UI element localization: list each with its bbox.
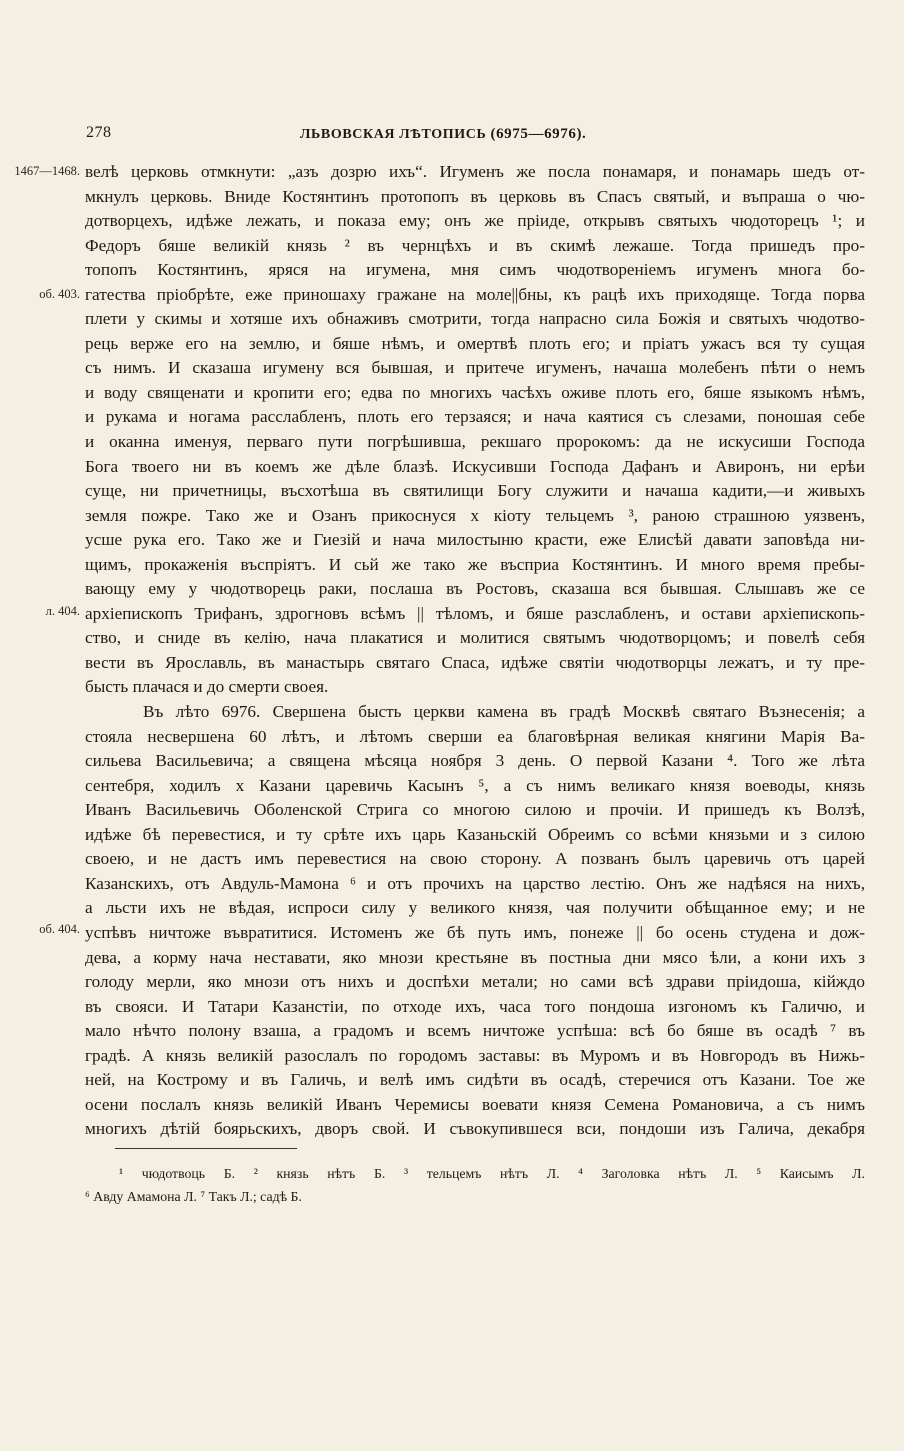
margin-note-years: 1467—1468. [14,164,80,178]
text-line: стояла несвершена 60 лѣтъ, и лѣтомъ сверши еа благовѣрная великая княгини Марія Ва- [85,726,865,746]
text-line: и оканна именуя, перваго пути погрѣшивша, рекшаго пророкомъ: да не искусиши Господа [85,432,865,452]
text-line: сентебря, ходилъ х Казани царевичь Касынъ ⁵, а съ нимъ великаго князя воеводы, князь [85,775,865,795]
page-number: 278 [86,124,112,141]
text-line: плети у скимы и хотяше ихъ обнаживъ смотрити, тогда напрасно сила Божія и святыхъ чюдотво- [85,309,865,329]
text-line: голоду мерли, яко мнози отъ нихъ и доспѣхи метали; но сами всѣ здрави пріидоша, кійждо [85,972,865,992]
text-line: сильева Васильевича; а священа мѣсяца ноября 3 день. О первой Казани ⁴. Того же лѣта [85,751,865,771]
footnote-line: ¹ чюдотвоць Б. ² князь нѣтъ Б. ³ тельцемъ нѣтъ Л. ⁴ Заголовка нѣтъ Л. ⁵ Каисымъ Л. [119,1166,865,1181]
text-line: дева, а корму нача неставати, яко мнози крестьяне въ постныа дни мясо ѣли, а кони ихъ з [85,947,865,967]
text-line: успѣвъ ничтоже въвратитися. Истоменъ же бѣ путь имъ, понеже || бо осень студена и дож- [85,922,865,942]
text-line: топопъ Костянтинъ, яряся на игумена, мня симъ чюдотвореніемъ игуменъ многа бо- [85,260,865,280]
margin-note-folio: об. 404. [39,922,80,936]
footnotes [85,1162,865,1208]
running-title-text: ЛЬВОВСКАЯ ЛѢТОПИСЬ [300,127,487,142]
text-line: вести въ Ярославль, въ манастырь святаго Спаса, идѣже святіи чюдотворцы лежатъ, и ту пре- [85,652,865,672]
text-line: архіепископъ Трифанъ, здрогновъ всѣмъ || тѣломъ, и бяше разслабленъ, и остави архіепископь- [85,603,865,623]
text-line: а льсти ихъ не вѣдая, испроси силу у великого князя, чая получити обѣщанное ему; и не [85,898,865,918]
text-line: осени послалъ князь великій Иванъ Черемисы воевати князя Семена Романовича, а съ нимъ [85,1094,865,1114]
text-line: и рукама и ногама расслабленъ, плоть его терзаяся; и нача каятися съ слезами, поношая себе [85,407,865,427]
running-title [300,126,586,143]
footnote-divider [115,1148,297,1149]
text-line: мкнулъ церковь. Вниде Костянтинъ протопопъ въ церковь въ Спасъ святый, и въпраша о чю- [85,186,865,206]
text-line: своею, и не дастъ имъ перевестися на свою сторону. А позванъ былъ царевичь отъ царей [85,849,865,869]
text-line: Федоръ бяше великій князь ² въ чернцѣхъ и въ скимѣ лежаше. Тогда пришедъ про- [85,235,865,255]
text-line: усше рука его. Тако же и Гиезій и нача милостыню красти, еже Елисѣй давати заповѣда ни- [85,530,865,550]
text-line: съ нимъ. И сказаша игумену вся бывшая, и притече игуменъ, начаша молебенъ пѣти о немъ [85,358,865,378]
text-line: Казанскихъ, отъ Авдуль-Мамона ⁶ и отъ прочихъ на царство лестію. Онъ же надѣяся на нихъ, [85,873,865,893]
text-line: вающу ему у чюдотворець раки, послаша въ Ростовъ, сказаша вся бывшая. Слышавъ же се [85,579,865,599]
text-line: Бога твоего ни въ коемъ же дѣле блазѣ. Искусивши Господа Дафанъ и Авиронъ, ни ерѣи [85,456,865,476]
text-line: бысть плачася и до смерти своея. [85,677,329,697]
page-header [0,124,904,152]
text-line: земля пожре. Тако же и Озанъ прикоснуся х кіоту тельцемъ ³, раною страшною уязвенъ, [85,505,865,525]
running-title-years: (6975—6976). [490,126,587,142]
text-line: идѣже бѣ перевестися, и ту срѣте ихъ царь Казаньскій Обреимъ со всѣми князьми и з силою [85,824,865,844]
margin-note-folio: об. 403. [39,287,80,301]
text-line: мало нѣчто полону взаша, а градомъ и всемъ ничтоже успѣша: всѣ бо бяше въ осадѣ ⁷ въ [85,1021,865,1041]
text-line: и воду священати и кропити его; едва по многихъ часѣхъ оживе плоть его, бяше языкомъ нѣмъ, [85,382,865,402]
text-line: рець верже его на землю, и бяше нѣмъ, и омертвѣ плоть его; и пріатъ ужасъ вся ту сущая [85,333,865,353]
text-line: дотворцехъ, идѣже лежать, и показа ему; онъ же пріиде, открывъ святыхъ чюдоторецъ ¹; и [85,211,865,231]
text-line: велѣ церковь отмкнути: „азъ дозрю ихъ“. Игуменъ же посла понамаря, и понамарь шедъ от- [85,162,865,181]
margin-note-folio: л. 404. [45,604,80,618]
text-line: ство, и сниде въ келію, нача плакатися и молитися святымъ чюдотворцомъ; и повелѣ себя [85,628,865,648]
text-line: суще, ни причетницы, въсхотѣша въ святилищи Богу служити и начаша кадити,—и живыхъ [85,481,865,501]
footnote-line: ⁶ Авду Амамона Л. ⁷ Такъ Л.; садѣ Б. [85,1189,302,1204]
text-line: въ свояси. И Татари Казанстіи, по отходе ихъ, часа того пондоша изгономъ къ Галичю, и [85,996,865,1016]
paragraph-start-line: Въ лѣто 6976. Свершена бысть церкви камена въ градѣ Москвѣ святаго Възнесенія; а [143,702,865,722]
text-line: градѣ. А князь великій разослалъ по городомъ заставы: въ Муромъ и въ Новгородъ въ Нижь- [85,1045,865,1065]
text-line: многихъ дѣтій боярьскихъ, дворъ свой. И съвокупившеся вси, пондоши изъ Галича, декабря [85,1119,865,1139]
main-text [85,160,865,1142]
text-line: Иванъ Васильевичь Оболенской Стрига со многою силою и прочіи. И пришедъ къ Волзѣ, [85,800,865,820]
text-line: ней, на Кострому и въ Галичь, и велѣ имъ сидѣти въ осадѣ, стеречися отъ Казани. Тое же [85,1070,865,1090]
text-line: гатества пріобрѣте, еже приношаху гражане на моле||бны, къ рацѣ ихъ приходяще. Тогда порва [85,284,865,304]
text-line: щимъ, прокаженія въспріятъ. И сьй же тако же въсприа Костянтинъ. И много время пребы- [85,554,865,574]
